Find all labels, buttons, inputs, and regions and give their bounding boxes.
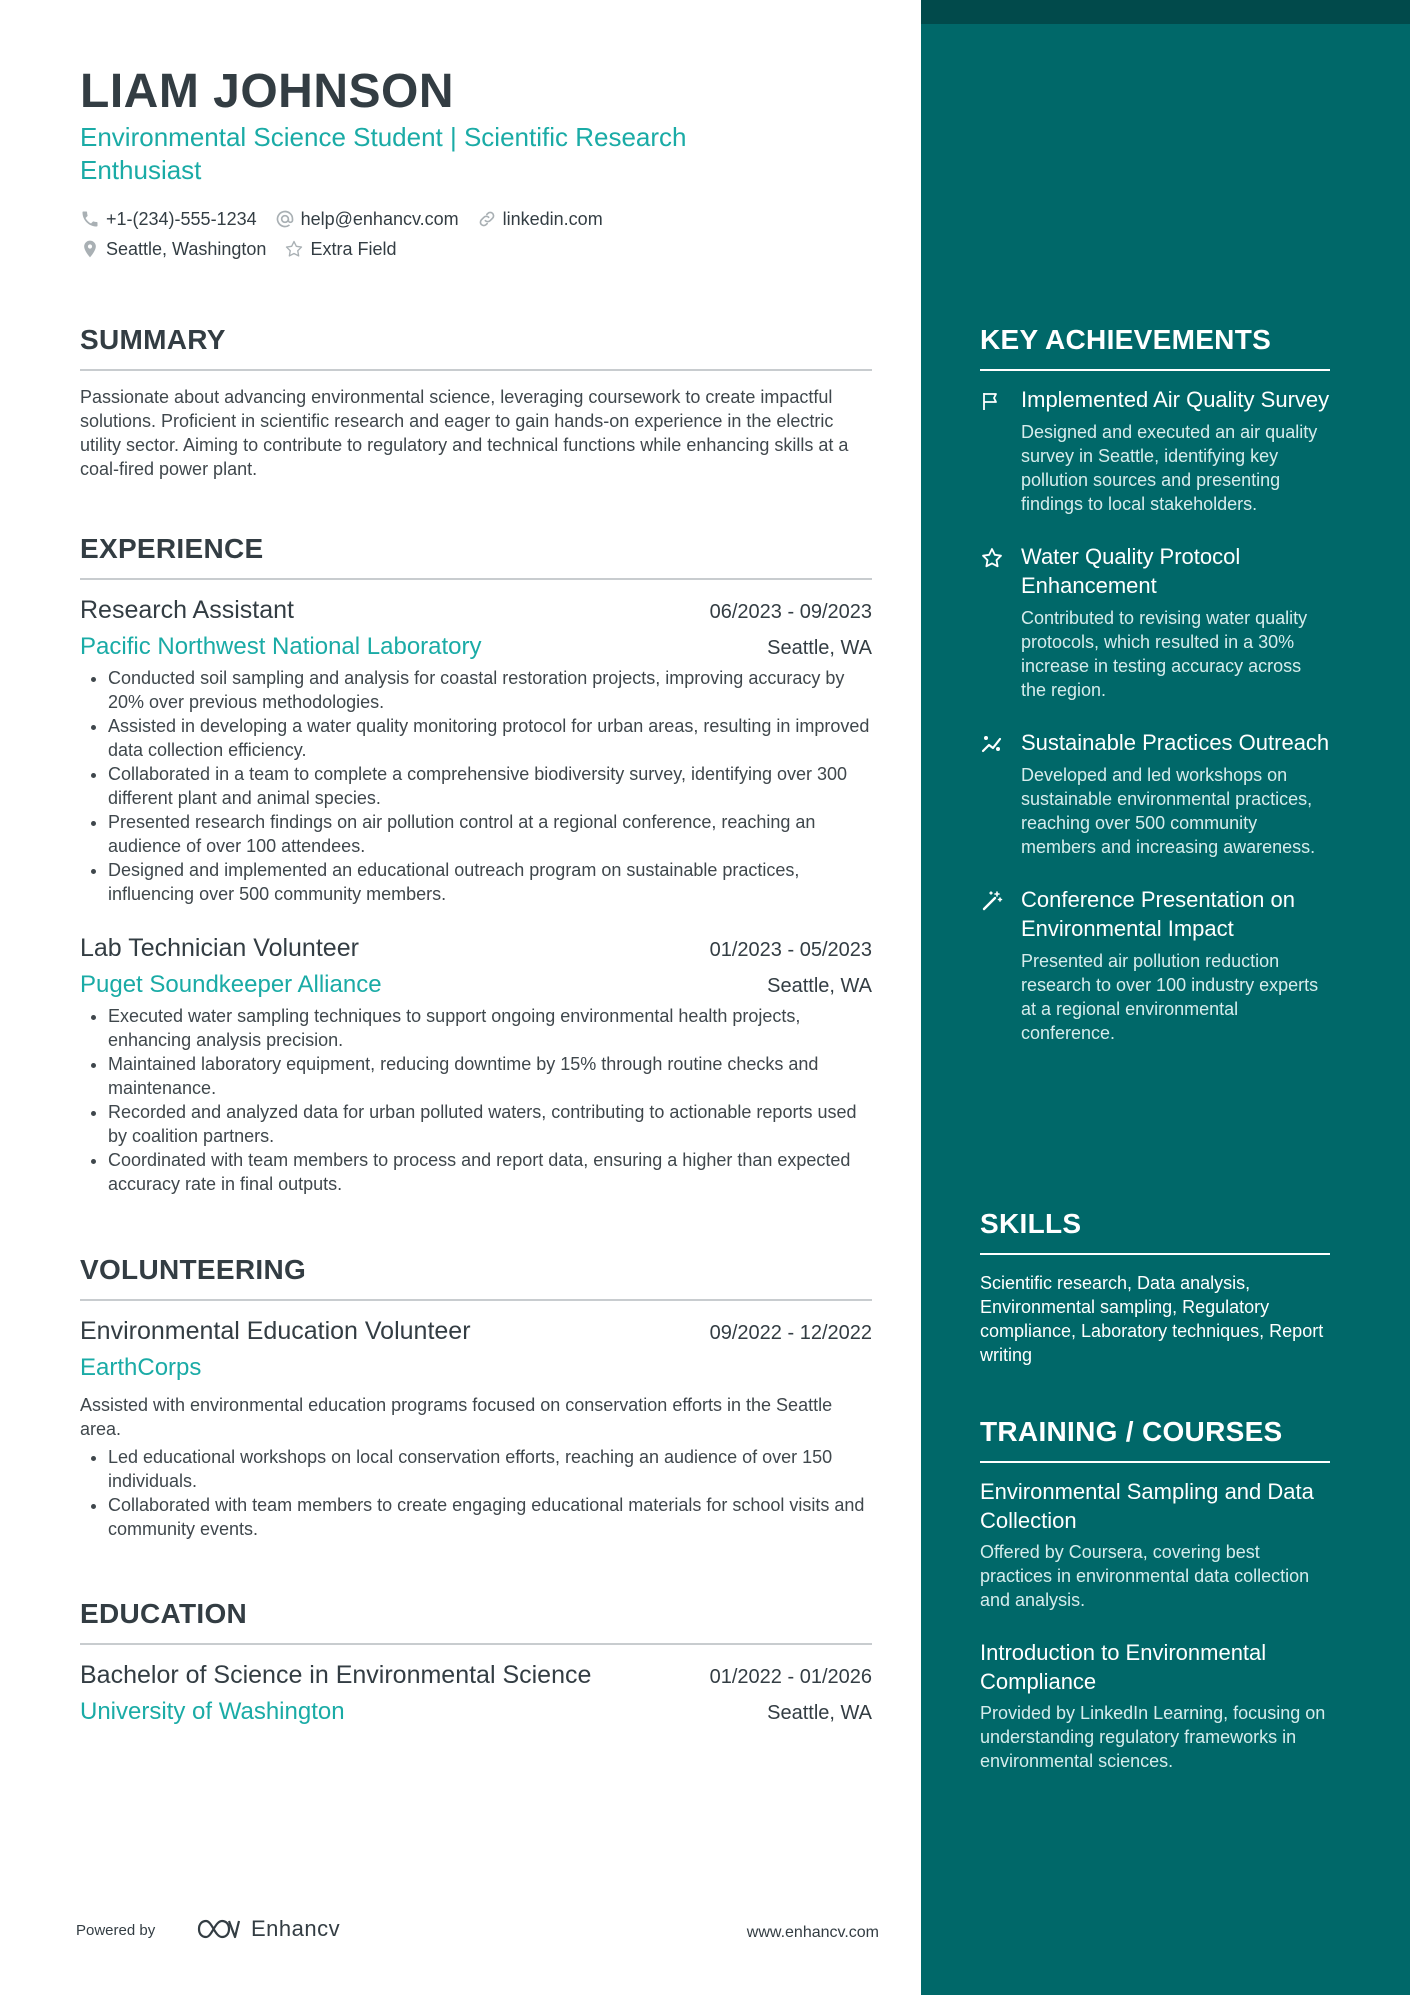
- bullet-item: • Led educational workshops on local conservation efforts, reaching an audience of over 150 individuals.: [108, 1445, 872, 1493]
- phone-icon: [80, 209, 100, 229]
- job-entry: [80, 594, 872, 906]
- footer: [76, 1912, 879, 1952]
- contact-email-text: help@enhancv.com: [300, 208, 459, 229]
- job-location: Seattle, WA: [767, 975, 872, 997]
- courses-section: [980, 1415, 1330, 1773]
- achievement-description: Developed and led workshops on sustainable environmental practices, reaching over 500 community members and increasing awareness.: [1021, 765, 1316, 857]
- volunteer-bullets: [80, 1445, 872, 1541]
- section-heading: VOLUNTEERING: [80, 1253, 872, 1301]
- achievement-title: Sustainable Practices Outreach: [1021, 730, 1330, 755]
- sidebar-top-band: [921, 0, 1410, 24]
- magic-wand-icon: [980, 889, 1004, 913]
- job-company: Puget Soundkeeper Alliance: [80, 971, 382, 998]
- contact-location: [80, 239, 266, 260]
- section-heading: SKILLS: [980, 1207, 1330, 1255]
- summary-text: Passionate about advancing environmental science, leveraging coursework to create impactful solutions. Proficient in scientific research and eager to gain hands-on experience in the electric utility sector. Aiming to contribute to regulatory and technical functions while enhancing skills at a coal-fired power plant.: [80, 387, 849, 479]
- candidate-title: Environmental Science Student | Scientific Research Enthusiast: [80, 122, 687, 185]
- job-company: Pacific Northwest National Laboratory: [80, 633, 482, 660]
- achievement-title: Implemented Air Quality Survey: [1021, 387, 1330, 412]
- job-bullets: [80, 1004, 872, 1196]
- school-location: Seattle, WA: [767, 1702, 872, 1724]
- education-section: [80, 1597, 872, 1727]
- achievement-title: Water Quality Protocol Enhancement: [1021, 544, 1241, 598]
- powered-by-label: Powered by: [76, 1922, 156, 1939]
- section-heading: TRAINING / COURSES: [980, 1415, 1330, 1463]
- bullet-item: • Executed water sampling techniques to support ongoing environmental health projects, enhancing analysis precision.: [108, 1004, 872, 1052]
- star-icon: [284, 239, 304, 259]
- job-dates: 06/2023 - 09/2023: [709, 601, 872, 623]
- volunteer-org: EarthCorps: [80, 1354, 202, 1381]
- contact-linkedin-text: linkedin.com: [502, 208, 603, 229]
- volunteer-dates: 09/2022 - 12/2022: [709, 1322, 872, 1344]
- bullet-item: • Recorded and analyzed data for urban polluted waters, contributing to actionable reports used by coalition partners.: [108, 1100, 872, 1148]
- bullet-item: • Designed and implemented an educational outreach program on sustainable practices, influencing over 500 community members.: [108, 858, 872, 906]
- skills-list: Scientific research, Data analysis, Environmental sampling, Regulatory compliance, Laboratory techniques, Report writing: [980, 1273, 1324, 1365]
- contact-row: [80, 234, 872, 264]
- enhancv-logo[interactable]: [195, 1916, 340, 1942]
- job-dates: 01/2023 - 05/2023: [709, 939, 872, 961]
- enhancv-logo-icon: [195, 1916, 241, 1942]
- achievement-item: [980, 385, 1330, 516]
- contact-location-text: Seattle, Washington: [106, 238, 267, 259]
- course-description: Offered by Coursera, covering best practices in environmental data collection and analysis.: [980, 1542, 1310, 1610]
- school-name: University of Washington: [80, 1698, 345, 1725]
- skills-section: [980, 1207, 1330, 1367]
- achievement-description: Designed and executed an air quality survey in Seattle, identifying key pollution sources and presenting findings to local stakeholders.: [1021, 422, 1318, 514]
- education-entry: [80, 1659, 872, 1727]
- contact-phone-text: +1-(234)-555-1234: [106, 208, 257, 229]
- bullet-item: • Conducted soil sampling and analysis for coastal restoration projects, improving accuracy by 20% over previous methodologies.: [108, 666, 872, 714]
- achievement-item: [980, 728, 1330, 859]
- achievements-section: [980, 323, 1330, 1045]
- achievement-description: Contributed to revising water quality protocols, which resulted in a 30% increase in testing accuracy across the region.: [1021, 608, 1308, 700]
- star-icon: [980, 546, 1004, 570]
- bullet-item: • Presented research findings on air pollution control at a regional conference, reaching an audience of over 100 attendees.: [108, 810, 872, 858]
- bullet-item: • Collaborated in a team to complete a comprehensive biodiversity survey, identifying over 300 different plant and animal species.: [108, 762, 872, 810]
- brand-name: Enhancv: [251, 1916, 341, 1941]
- achievement-description: Presented air pollution reduction research to over 100 industry experts at a regional environmental conference.: [1021, 951, 1319, 1043]
- job-location: Seattle, WA: [767, 637, 872, 659]
- contact-linkedin[interactable]: [477, 209, 603, 230]
- volunteering-section: [80, 1253, 872, 1541]
- location-pin-icon: [80, 239, 100, 259]
- contact-extra: [284, 239, 396, 260]
- course-title: Introduction to Environmental Compliance: [980, 1640, 1267, 1694]
- volunteer-entry: [80, 1315, 872, 1541]
- job-role: Lab Technician Volunteer: [80, 934, 359, 962]
- bullet-item: • Assisted in developing a water quality monitoring protocol for urban areas, resulting in improved data collection efficiency.: [108, 714, 872, 762]
- job-bullets: [80, 666, 872, 906]
- job-entry: [80, 932, 872, 1196]
- degree: Bachelor of Science in Environmental Science: [80, 1661, 592, 1689]
- course-title: Environmental Sampling and Data Collection: [980, 1479, 1314, 1533]
- section-heading: SUMMARY: [80, 323, 872, 371]
- bullet-item: • Coordinated with team members to process and report data, ensuring a higher than expected accuracy rate in final outputs.: [108, 1148, 872, 1196]
- volunteer-role: Environmental Education Volunteer: [80, 1317, 471, 1345]
- candidate-name: LIAM JOHNSON: [80, 65, 455, 118]
- job-role: Research Assistant: [80, 596, 294, 624]
- summary-section: [80, 323, 872, 481]
- website-link[interactable]: www.enhancv.com: [746, 1924, 879, 1941]
- bullet-item: • Maintained laboratory equipment, reducing downtime by 15% through routine checks and maintenance.: [108, 1052, 872, 1100]
- achievement-item: [980, 542, 1330, 702]
- contact-extra-text: Extra Field: [310, 238, 397, 259]
- link-icon: [477, 209, 497, 229]
- contact-info: [80, 204, 872, 264]
- bullet-item: • Collaborated with team members to create engaging educational materials for school visits and community events.: [108, 1493, 872, 1541]
- course-description: Provided by LinkedIn Learning, focusing on understanding regulatory frameworks in environmental sciences.: [980, 1703, 1326, 1771]
- trend-icon: [980, 732, 1004, 756]
- achievement-item: [980, 885, 1330, 1045]
- experience-section: [80, 532, 872, 1196]
- flag-icon: [980, 389, 1004, 413]
- sidebar: [921, 0, 1410, 1995]
- contact-row: [80, 204, 872, 234]
- section-heading: EDUCATION: [80, 1597, 872, 1645]
- volunteer-description: Assisted with environmental education programs focused on conservation efforts in the Seattle area.: [80, 1395, 833, 1439]
- achievement-title: Conference Presentation on Environmental Impact: [1021, 887, 1295, 941]
- at-icon: [275, 209, 295, 229]
- section-heading: EXPERIENCE: [80, 532, 872, 580]
- education-dates: 01/2022 - 01/2026: [709, 1666, 872, 1688]
- contact-phone[interactable]: [80, 209, 257, 230]
- contact-email[interactable]: [275, 209, 459, 230]
- section-heading: KEY ACHIEVEMENTS: [980, 323, 1330, 371]
- course-item: [980, 1638, 1330, 1773]
- course-item: [980, 1477, 1330, 1612]
